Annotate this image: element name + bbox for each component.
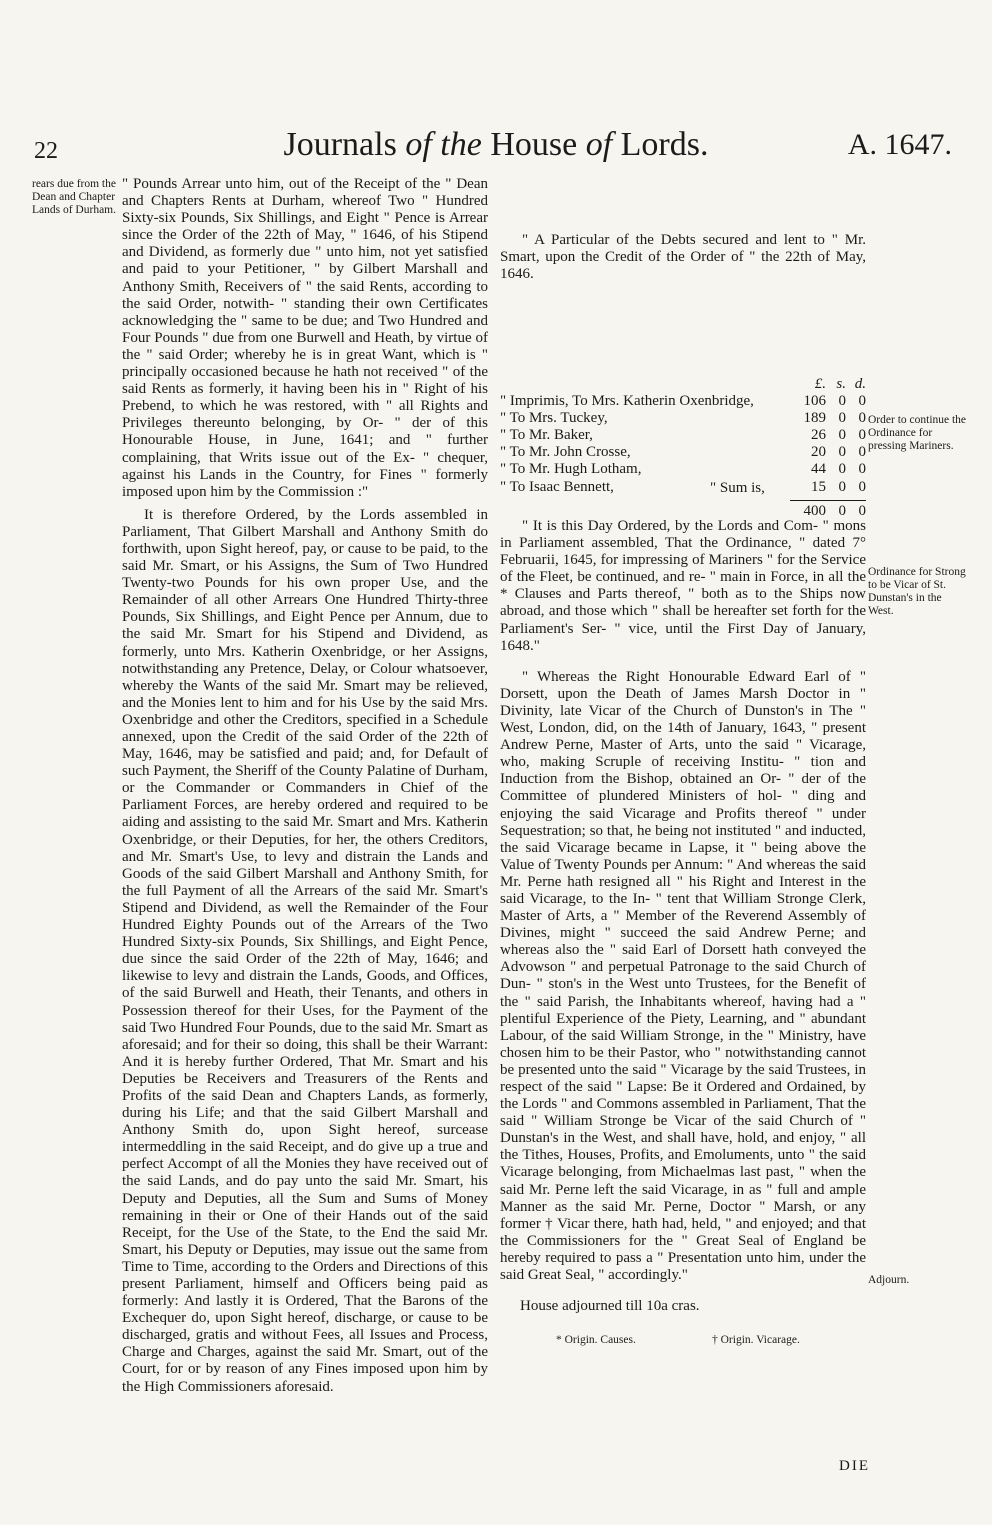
footnote-vicarage: † Origin. Vicarage. [712,1334,800,1346]
debt-shillings: 0 [838,444,846,461]
right-column-body [500,518,866,1290]
header-pence: d. [854,376,866,392]
debt-pounds: 15 [811,478,826,495]
debt-shillings: 0 [838,461,846,478]
debt-pounds: 20 [811,444,826,461]
sidenote-strong-vicar: Ordinance for Strong to be Vicar of St. Dunstan's in the West. [868,566,966,617]
header-pounds: £. [814,376,826,392]
debt-shillings: 0 [838,410,846,427]
sidenote-adjourn: Adjourn. [868,1274,910,1286]
mariners-order: " It is this Day Ordered, by the Lords and Com- " mons in Parliament assembled, That the Ordinance, " dated 7° Februarii, 1645, for impressing of Mariners " for the Service of the Fleet, be continued, and re- " main in Force, in all the * Clauses and Parts thereof, " both as to the Ships now abroad, and those which " shall be hereafter set forth for the Parliament's Ser- " vice, until the First Day of January, 1648." [500,518,866,654]
title-of: of [585,126,613,163]
debt-row [500,393,866,410]
debt-row [500,427,866,444]
debt-creditor: " To Mr. John Crosse, [500,444,631,461]
debt-creditor: " To Mr. Hugh Lotham, [500,461,642,478]
debt-pounds: 26 [811,427,826,444]
debt-pounds: 189 [803,410,826,427]
adjournment-line: House adjourned till 10a cras. [520,1298,700,1314]
debt-pence: 0 [858,393,866,410]
debt-row [500,479,866,496]
title-house: House [490,126,578,163]
sum-pence: 0 [858,502,866,519]
debt-row [500,461,866,478]
header-shillings: s. [836,376,846,392]
debts-intro: " A Particular of the Debts secured and lent to " Mr. Smart, upon the Credit of the Order of " the 22th of May, 1646. [500,232,866,283]
debts-table [500,376,866,520]
left-column [122,176,488,1402]
debt-shillings: 0 [838,393,846,410]
title-journals: Journals [283,126,397,163]
order-paragraph: It is therefore Ordered, by the Lords assembled in Parliament, That Gilbert Marshall and Anthony Smith do forthwith, upon Sight hereof, pay, or cause to be paid, to the said Mr. Smart, or his Assigns, the Sum of Two Hundred Twenty-two Pounds for his own proper Use, and the Remainder of all other Arrears One Hundred Thirty-three Pounds, Six Shillings, and Eight Pence per Annum, due to the said Mr. Smart for his Stipend and Dividend, as formerly, unto Mrs. Katherin Oxenbridge, or her Assigns, notwithstanding any Pretence, Delay, or Colour whatsoever, whereby the Wants of the said Mr. Smart may be relieved, and the Monies lent to him and for his Use by the said Mrs. Oxenbridge and other the Creditors, specified in a Schedule annexed, upon the Credit of the said Order of the 22th of May, 1646, may be satisfied and paid; and, for Default of such Payment, the Sheriff of the County Palatine of Durham, or the Commander or Commanders in Chief of the Parliament Forces, are hereby ordered and required to be aiding and assisting to the said Mr. Smart and Mrs. Katherin Oxenbridge, or their Deputies, for her, the others Creditors, and Mr. Smart's Use, to levy and distrain the Lands and Goods of the said Gilbert Marshall and Anthony Smith, for the full Payment of all the Arrears of the said Mr. Smart's Stipend and Dividend, as well the Remainder of the Four Hundred Eighty Pounds out of the Arrears of the Two Hundred Sixty-six Pounds, Six Shillings, and Eight Pence, due since the said Order of the 22th of May, 1646; and likewise to levy and distrain the Lands, Goods, and Offices, of the said Burwell and Heath, their Tenants, and others in Possession thereof for their Uses, for the Payment of the said Two Hundred Four Pounds, due to the said Mr. Smart as aforesaid; and for their so doing, this shall be their Warrant: And it is hereby further Ordered, That Mr. Smart and his Deputies be Receivers and Treasurers of the Rents and Profits of the said Dean and Chapters Lands, as formerly, during his Life; and that the said Gilbert Marshall and Anthony Smith do, upon Sight hereof, surcease intermeddling in the said Receipt, and do give up a true and perfect Accompt of all the Monies they have received out of the said Lands, and do pay unto the said Mr. Smart, his Deputy and Deputies, all the Sum and Sums of Money remaining in their or One of their Hands out of the said Receipt, for the Use of the State, to the End the said Mr. Smart, his Deputy or Deputies, may issue out the same from Time to Time, according to the Orders and Directions of this present Parliament, himself and Officers being paid as formerly: And lastly it is Ordered, That the Barons of the Exchequer do, upon Sight hereof, discharge, or cause to be discharged, gratis and without Fees, all Issues and Process, Charge and Charges, against the said Mr. Smart, out of the Court, for or by reason of any Fines imposed upon him by the High Commissioners aforesaid. [122,506,488,1395]
right-column-intro [500,232,866,289]
debt-pence: 0 [858,461,866,478]
sum-pounds: 400 [803,502,826,519]
title-lords: Lords. [620,126,709,163]
debt-pounds: 106 [803,393,826,410]
debt-creditor: " To Mr. Baker, [500,427,593,444]
debts-sum-row [790,500,866,520]
title-of-the: of the [405,126,482,163]
sidenote-arrears: rears due from the Dean and Chapter Lands of Durham. [32,178,116,216]
page-number: 22 [34,138,58,164]
debt-creditor: " To Isaac Bennett, [500,478,614,495]
vicar-ordinance: " Whereas the Right Honourable Edward Earl of " Dorsett, upon the Death of James Marsh Doctor in " Divinity, late Vicar of the Church of Dunston's in The " West, London, did, on the 14th of January, 1643, " present Andrew Perne, Master of Arts, unto the said " Vicarage, who, making Scruple of receiving Institu- " tion and Induction from the Bishop, obtained an Or- " der of the Committee of plundered Ministers of hol- " ding and enjoying the said Vicarage and Profits thereof " under Sequestration; so that, he being not instituted " and inducted, the said Vicarage became in Lapse, it " being above the Value of Twenty Pounds per Annum: " And whereas the said Mr. Perne hath resigned all " his Right and Interest in the said Vicarage, to the In- " tent that William Stronge Clerk, Master of Arts, a " Member of the Reverend Assembly of Divines, might " succeed the said Andrew Perne; and whereas also the " said Earl of Dorsett hath conveyed the Advowson " and perpetual Patronage to the said Church of Dun- " ston's in the West unto Trustees, for the Benefit of the " said Parish, the Inhabitants whereof, having had a " plentiful Experience of the Piety, Learning, and " abundant Labour, of the said William Stronge, in the " Ministry, have chosen him to be their Pastor, who " notwithstanding cannot be presented unto the said " Vicarage by the said Trustees, in respect of the said " Lapse: Be it Ordered and Ordained, by the Lords " and Commons assembled in Parliament, That the said " William Stronge be Vicar of the said Church of " Dunstan's in the West, and shall have, hold, and enjoy, " all the Tithes, Houses, Profits, and Emoluments, unto " the said Vicarage belonging, from Michaelmas last past, " when the said Mr. Perne left the said Vicarage, in as " full and ample Manner as the said Mr. Perne, Doctor " Marsh, or any former † Vicar there, hath had, held, " and enjoyed; and that the Commissioners for the " Great Seal of England be hereby required to pass a " Presentation unto him, under the said Great Seal, " accordingly." [500,668,866,1284]
debt-pence: 0 [858,427,866,444]
catchword: DIE [839,1458,870,1474]
petition-paragraph: " Pounds Arrear unto him, out of the Receipt of the " Dean and Chapters Rents at Durham, whereof Two " Hundred Sixty-six Pounds, Six Shillings, and Eight " Pence is Arrear since the Order of the 22th of May, " 1646, of his Stipend and Dividend, as formerly due " unto him, not yet satisfied and paid to your Petitioner, " by Gilbert Marshall and Anthony Smith, Receivers of " the said Rents, according to the said Order, notwith- " standing their own Certificates acknowledging the " same to be due; and Two Hundred and Four Pounds " due from one Burwell and Heath, by virtue of the " said Order; whereby he is in great Want, which is " principally occasioned because he hath not received " of the said Rents as formerly, it having been his in " Right of his Prebend, to which he was restored, with " all Rights and Privileges thereunto belonging, by Or- " der of this Honourable House, in June, 1641; and " further complaining, that Writs issue out of the Ex- " chequer, against his Lands in the Country, for Fines " formerly imposed upon him by the Commission :" [122,176,488,500]
page-year: A. 1647. [847,128,952,161]
footnote-causes: * Origin. Causes. [556,1334,636,1346]
debt-shillings: 0 [838,427,846,444]
debts-table-header [500,376,866,393]
debt-row [500,444,866,461]
debt-shillings: 0 [838,478,846,495]
debt-pence: 0 [858,410,866,427]
debt-row [500,410,866,427]
sum-label: " Sum is, [710,480,765,496]
debt-pence: 0 [858,478,866,495]
debt-pounds: 44 [811,461,826,478]
debt-creditor: " Imprimis, To Mrs. Katherin Oxenbridge, [500,393,754,410]
running-title [0,126,992,164]
sum-shillings: 0 [838,502,846,519]
sidenote-mariners: Order to continue the Ordinance for pressing Mariners. [868,414,967,452]
debt-pence: 0 [858,444,866,461]
debt-creditor: " To Mrs. Tuckey, [500,410,608,427]
